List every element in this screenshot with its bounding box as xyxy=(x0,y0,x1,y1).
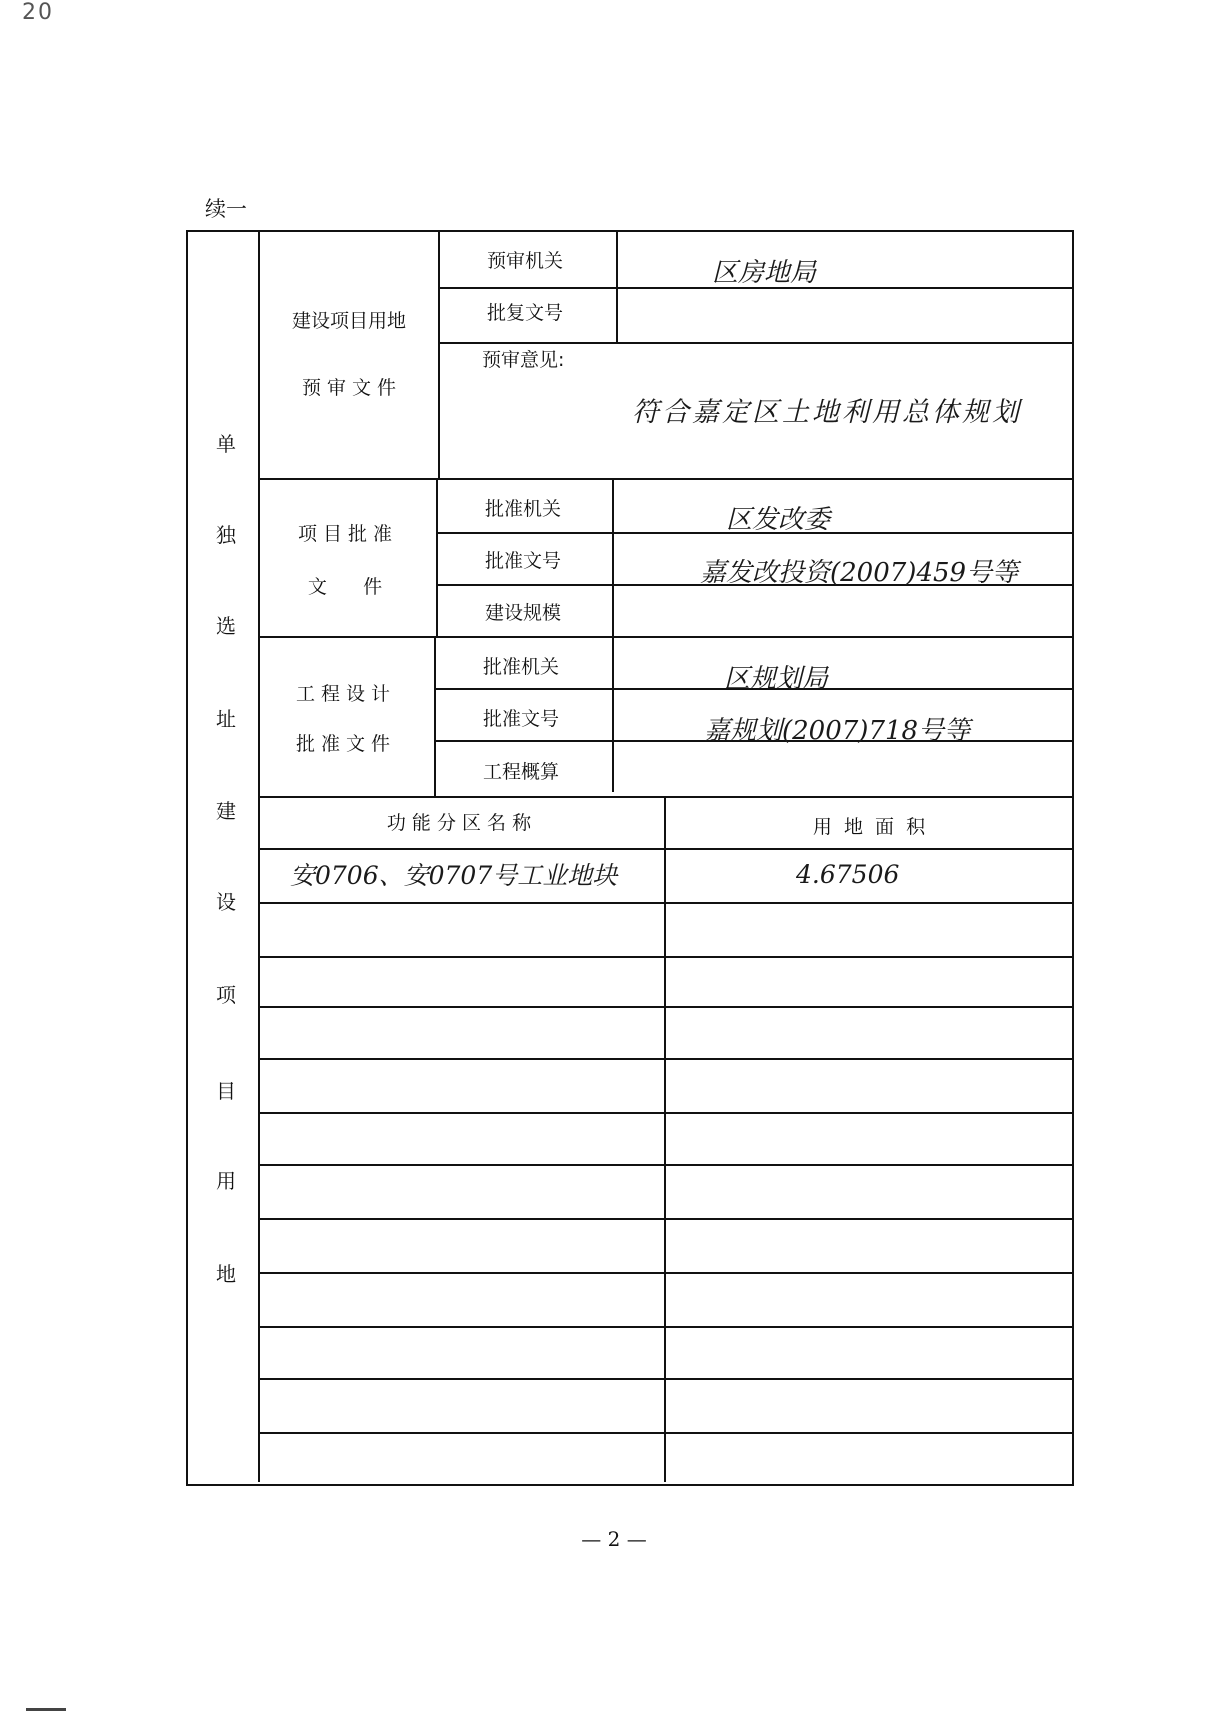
table-rule xyxy=(258,478,1072,480)
side-label-char: 目 xyxy=(216,1079,236,1103)
table-rule xyxy=(258,1218,1072,1220)
footer-mark xyxy=(26,1708,66,1711)
approval-authority-label: 批准机关 xyxy=(484,498,561,520)
table-rule xyxy=(258,636,1072,638)
opinion-label: 预审意见: xyxy=(482,349,565,371)
side-label-char: 地 xyxy=(216,1262,236,1286)
table-rule xyxy=(438,342,1072,344)
land-area-cell: 4.67506 xyxy=(796,860,900,889)
construction-scale-label: 建设规模 xyxy=(484,602,561,624)
preliminary-group-label: 建设项目用地 xyxy=(291,310,406,332)
zone-name-header: 功 能 分 区 名 称 xyxy=(386,812,532,834)
approval-authority-value: 区发改委 xyxy=(726,505,831,535)
design-authority-label: 批准机关 xyxy=(482,656,559,678)
design-group-label: 批 准 文 件 xyxy=(295,733,391,755)
table-rule xyxy=(258,1272,1072,1274)
page-corner-mark: 20 xyxy=(22,0,54,25)
table-rule xyxy=(258,1058,1072,1060)
table-rule xyxy=(258,956,1072,958)
side-label-char: 独 xyxy=(216,523,236,547)
project-budget-label: 工程概算 xyxy=(482,761,559,783)
table-rule xyxy=(258,1164,1072,1166)
design-doc-number-label: 批准文号 xyxy=(482,708,559,730)
land-area-header: 用 地 面 积 xyxy=(812,816,926,838)
table-rule xyxy=(258,1006,1072,1008)
preliminary-group-label: 预 审 文 件 xyxy=(301,377,397,399)
design-doc-number-value: 嘉规划(2007)718号等 xyxy=(704,716,971,746)
page-number: — 2 — xyxy=(581,1527,647,1551)
approval-doc-number-label: 批准文号 xyxy=(484,550,561,572)
side-label-char: 设 xyxy=(216,890,236,914)
table-rule xyxy=(258,1112,1072,1114)
approval-group-label: 文 件 xyxy=(307,576,383,598)
table-rule xyxy=(258,902,1072,904)
continuation-label: 续一 xyxy=(205,197,247,221)
approval-doc-number-value: 嘉发改投资(2007)459号等 xyxy=(700,558,1019,588)
reply-number-label: 批复文号 xyxy=(486,302,563,324)
table-rule xyxy=(258,1378,1072,1380)
design-authority-value: 区规划局 xyxy=(724,664,829,694)
side-label-char: 项 xyxy=(216,983,236,1007)
side-label-char: 建 xyxy=(216,799,236,823)
preliminary-authority-label: 预审机关 xyxy=(486,250,563,272)
table-rule xyxy=(616,230,618,342)
approval-group-label: 项 目 批 准 xyxy=(297,523,393,545)
side-label-char: 选 xyxy=(216,614,236,638)
design-group-label: 工 程 设 计 xyxy=(295,683,391,705)
zone-name-cell: 安0706、安0707号工业地块 xyxy=(290,861,618,890)
table-rule xyxy=(258,1432,1072,1434)
opinion-value: 符合嘉定区土地利用总体规划 xyxy=(632,397,1022,428)
table-rule xyxy=(258,848,1072,850)
table-rule xyxy=(258,230,260,1482)
side-label-char: 用 xyxy=(216,1169,236,1193)
side-label-char: 址 xyxy=(216,707,236,731)
table-rule xyxy=(612,478,614,792)
table-rule xyxy=(258,1326,1072,1328)
side-label-char: 单 xyxy=(216,432,236,456)
preliminary-authority-value: 区房地局 xyxy=(712,258,817,288)
